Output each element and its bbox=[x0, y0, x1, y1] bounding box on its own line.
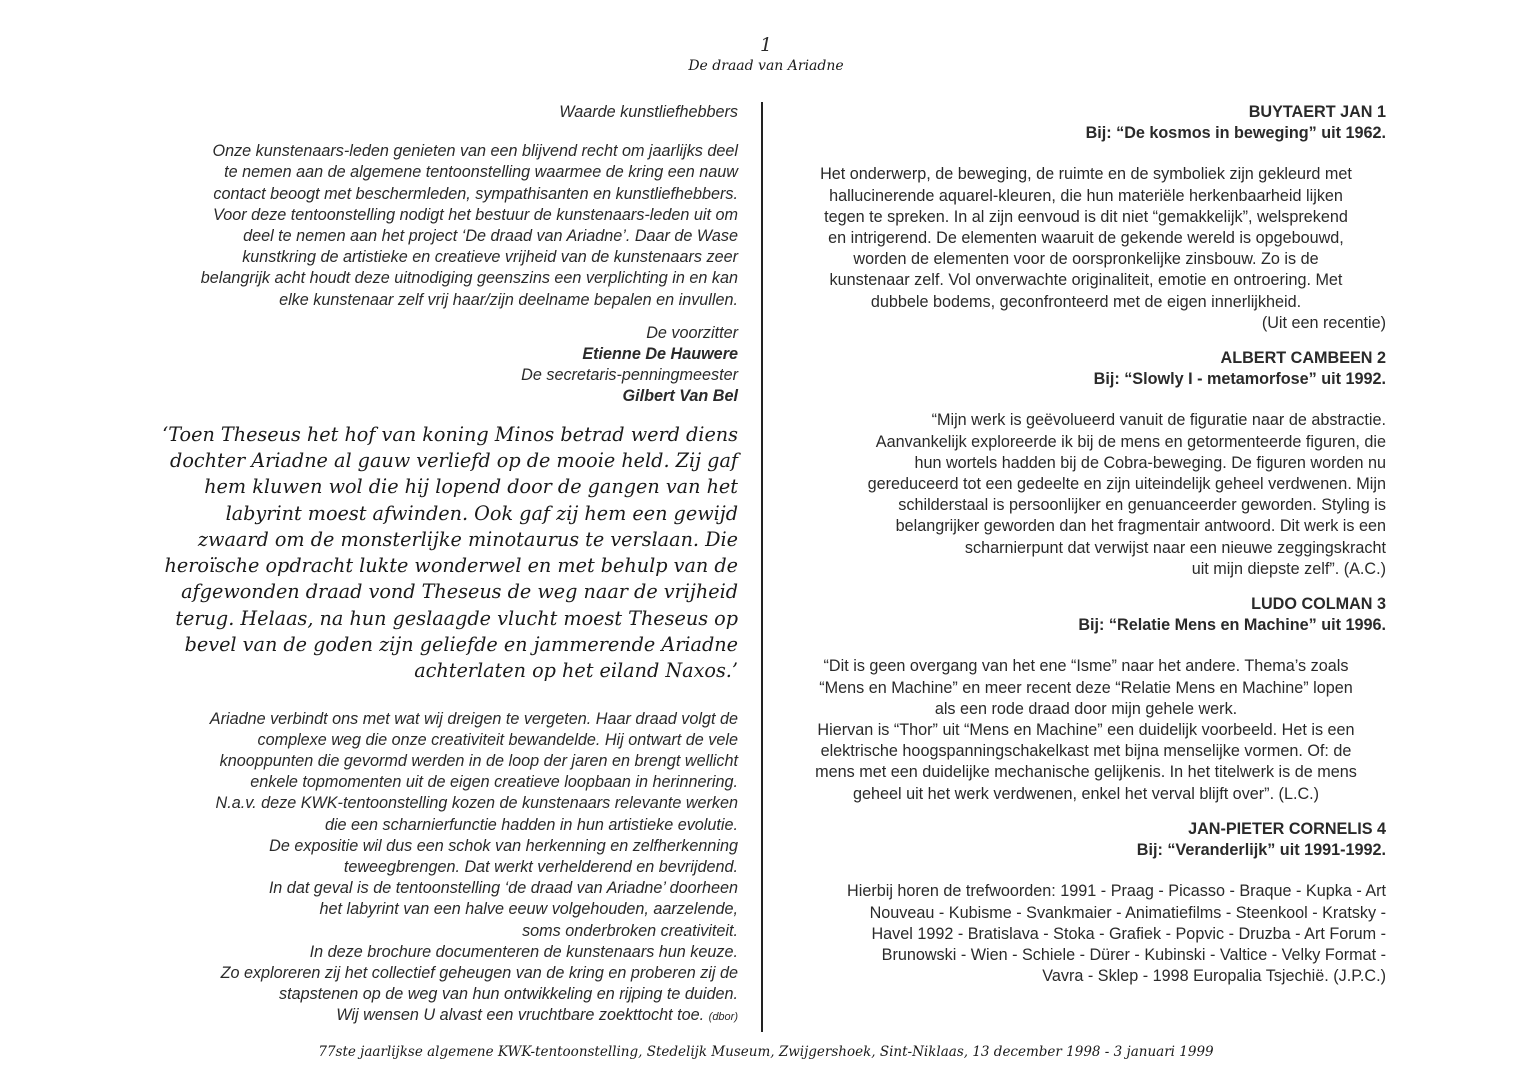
closing-line: N.a.v. deze KWK-tentoonstelling kozen de kunstenaars relevante werken bbox=[215, 794, 738, 813]
artist-text-line: “Dit is geen overgang van het ene “Isme” naar het andere. Thema’s zoals bbox=[823, 657, 1349, 676]
closing-line: soms onderbroken creativiteit. bbox=[522, 921, 738, 940]
closing-line: het labyrint van een halve eeuw volgehouden, aarzelende, bbox=[319, 900, 738, 919]
artist-name: ALBERT CAMBEEN 2 bbox=[1220, 349, 1386, 368]
artist-text-line: schilderstaal is persoonlijker en genuanceerder geworden. Styling is bbox=[898, 496, 1386, 515]
artist-text-line: Havel 1992 - Bratislava - Stoka - Grafiek - Popvic - Druzba - Art Forum - bbox=[871, 924, 1386, 943]
artist-text-line: uit mijn diepste zelf”. (A.C.) bbox=[1191, 559, 1386, 578]
closing-paragraph bbox=[130, 709, 738, 1029]
artist-work: Bij: “Relatie Mens en Machine” uit 1996. bbox=[1078, 616, 1386, 635]
artist-text-line: worden de elementen voor de oorspronkelijke zinsbouw. Zo is de bbox=[853, 250, 1319, 269]
closing-last-text: Wij wensen U alvast een vruchtbare zoekttocht toe. bbox=[336, 1006, 705, 1025]
artist-name: JAN-PIETER CORNELIS 4 bbox=[1188, 819, 1386, 838]
artist-text-line: Hierbij horen de trefwoorden: 1991 - Praag - Picasso - Braque - Kupka - Art bbox=[847, 882, 1386, 901]
closing-tag: (dbor) bbox=[708, 1011, 738, 1024]
artist-text-line: als een rode draad door mijn gehele werk. bbox=[934, 699, 1238, 718]
intro-line: elke kunstenaar zelf vrij haar/zijn deelname bepalen en invullen. bbox=[279, 290, 738, 309]
artist-text-line: belangrijker geworden dan het fragmentair antwoord. Dit werk is een bbox=[895, 517, 1386, 536]
artist-name: BUYTAERT JAN 1 bbox=[1248, 103, 1386, 121]
right-column bbox=[786, 102, 1386, 987]
artist-text-line: “Mijn werk is geëvolueerd vanuit de figuratie naar de abstractie. bbox=[931, 411, 1386, 430]
artist-text-line: hallucinerende aquarel-kleuren, die hun materiële herkenbaarheid lijken bbox=[829, 186, 1343, 205]
closing-line: In dat geval is de tentoonstelling ‘de draad van Ariadne’ doorheen bbox=[268, 879, 738, 898]
artist-text-line: tegen te spreken. In al zijn eenvoud is dit niet “gemakkelijk”, welsprekend bbox=[824, 207, 1348, 226]
artist-text-line: kunstenaar zelf. Vol onverwachte originaliteit, emotie en ontroering. Met bbox=[829, 271, 1343, 290]
artist-text-line: geheel uit het werk verdwenen, enkel het verval blijft over”. (L.C.) bbox=[852, 784, 1320, 803]
artist-entry-2 bbox=[786, 348, 1386, 580]
artist-text-line: Het onderwerp, de beweging, de ruimte en de symboliek zijn gekleurd met bbox=[820, 165, 1352, 184]
intro-line: contact beoogt met beschermleden, sympathisanten en kunstliefhebbers. bbox=[213, 184, 738, 203]
closing-line: enkele topmomenten uit de eigen creatieve loopbaan in herinnering. bbox=[250, 773, 738, 792]
quote-line: labyrint moest afwinden. Ook gaf zij hem een gewijd bbox=[225, 501, 738, 525]
artist-text bbox=[786, 164, 1386, 334]
running-title: De draad van Ariadne bbox=[688, 58, 844, 74]
closing-line: die een scharnierfunctie hadden in hun artistieke evolutie. bbox=[324, 815, 738, 834]
intro-line: belangrijk acht houdt deze uitnodiging geenszins een verplichting in en kan bbox=[200, 269, 738, 288]
artist-text-line: scharnierpunt dat verwijst naar een nieuwe zeggingskracht bbox=[964, 538, 1386, 557]
closing-last-line bbox=[130, 1005, 738, 1028]
artist-text-line: en intrigerend. De elementen waaruit de gekende wereld is opgebouwd, bbox=[828, 229, 1344, 248]
signature-role-chair: De voorzitter bbox=[646, 323, 738, 342]
signature-name-chair: Etienne De Hauwere bbox=[582, 345, 738, 364]
closing-line: teweegbrengen. Dat werkt verhelderend en bevrijdend. bbox=[343, 858, 738, 877]
intro-line: Voor deze tentoonstelling nodigt het bestuur de kunstenaars-leden uit om bbox=[213, 205, 738, 224]
artist-text-line: elektrische hoogspanningschakelkast met bijna menselijke vormen. Of: de bbox=[820, 742, 1352, 761]
artist-text-line: Hiervan is “Thor” uit “Mens en Machine” een duidelijk voorbeeld. Het is een bbox=[817, 721, 1355, 740]
quote-line: zwaard om de monsterlijke minotaurus te verslaan. Die bbox=[197, 527, 738, 551]
artist-text bbox=[786, 881, 1386, 987]
quote-line: afgewonden draad vond Theseus de weg naar de vrijheid bbox=[181, 580, 738, 604]
page-number: 1 bbox=[759, 34, 773, 56]
artist-text-line: Aanvankelijk exploreerde ik bij de mens en getormenteerde figuren, die bbox=[875, 432, 1386, 451]
signature-role-secretary: De secretaris-penningmeester bbox=[521, 366, 738, 385]
closing-line: De expositie wil dus een schok van herkenning en zelfherkenning bbox=[269, 836, 738, 855]
closing-line: In deze brochure documenteren de kunstenaars hun keuze. bbox=[309, 942, 738, 961]
artist-work: Bij: “Slowly I - metamorfose” uit 1992. bbox=[1093, 370, 1386, 389]
footer-caption: 77ste jaarlijkse algemene KWK-tentoonstelling, Stedelijk Museum, Zwijgershoek, Sint-Niklaas, 13 december 1998 - 3 januari 1999 bbox=[318, 1044, 1214, 1060]
salutation: Waarde kunstliefhebbers bbox=[559, 103, 738, 121]
intro-line: Onze kunstenaars-leden genieten van een blijvend recht om jaarlijks deel bbox=[212, 142, 738, 161]
artist-work: Bij: “Veranderlijk” uit 1991-1992. bbox=[1136, 841, 1386, 860]
intro-line: deel te nemen aan het project ‘De draad van Ariadne’. Daar de Wase bbox=[243, 227, 738, 246]
closing-line: stapstenen op de weg van hun ontwikkeling en rijping te duiden. bbox=[279, 985, 738, 1004]
artist-entry-1 bbox=[786, 102, 1386, 334]
artist-work: Bij: “De kosmos in beweging” uit 1962. bbox=[1085, 124, 1386, 143]
artist-text bbox=[786, 656, 1386, 804]
artist-name: LUDO COLMAN 3 bbox=[1251, 595, 1386, 614]
quote-line: heroïsche opdracht lukte wonderwel en met behulp van de bbox=[164, 554, 738, 578]
quote-line: hem kluwen wol die hij lopend door de gangen van het bbox=[204, 475, 738, 499]
closing-line: Ariadne verbindt ons met wat wij dreigen te vergeten. Haar draad volgt de bbox=[209, 709, 738, 728]
artist-text-line: (Uit een recentie) bbox=[1261, 313, 1386, 332]
artist-text-line: gereduceerd tot een gedeelte en zijn uiteindelijk geheel verdwenen. Mijn bbox=[867, 475, 1386, 494]
quote-line: bevel van de goden zijn geliefde en jammerende Ariadne bbox=[184, 633, 738, 657]
closing-line: knooppunten die gevormd werden in de loop der jaren en brengt wellicht bbox=[219, 752, 738, 771]
closing-line: Zo exploreren zij het collectief geheugen van de kring en proberen zij de bbox=[220, 964, 738, 983]
quote-line: dochter Ariadne al gauw verliefd op de mooie held. Zij gaf bbox=[170, 448, 738, 472]
artist-text-line: dubbele bodems, geconfronteerd met de eigen innerlijkheid. bbox=[870, 292, 1302, 311]
quote-line: ‘Toen Theseus het hof van koning Minos betrad werd diens bbox=[162, 422, 738, 446]
artist-text-line: Vavra - Sklep - 1998 Europalia Tsjechië. (J.P.C.) bbox=[1042, 967, 1386, 986]
artist-text bbox=[786, 410, 1386, 580]
column-divider bbox=[761, 102, 763, 1032]
left-column bbox=[130, 102, 738, 1029]
signature-block bbox=[130, 323, 738, 408]
artist-entry-4 bbox=[786, 819, 1386, 987]
artist-text-line: Brunowski - Wien - Schiele - Dürer - Kubinski - Valtice - Velky Format - bbox=[881, 945, 1386, 964]
quote-line: achterlaten op het eiland Naxos.’ bbox=[414, 659, 738, 683]
closing-line: complexe weg die onze creativiteit bewandelde. Hij ontwart de vele bbox=[257, 730, 738, 749]
artist-text-line: Nouveau - Kubisme - Svankmaier - Animatiefilms - Steenkool - Kratsky - bbox=[869, 903, 1386, 922]
intro-paragraph bbox=[130, 141, 738, 311]
intro-line: kunstkring de artistieke en creatieve vrijheid van de kunstenaars zeer bbox=[242, 248, 738, 267]
quote-line: terug. Helaas, na hun geslaagde vlucht moest Theseus op bbox=[175, 606, 738, 630]
intro-line: te nemen aan de algemene tentoonstelling waarmee de kring een nauw bbox=[224, 163, 738, 182]
signature-name-secretary: Gilbert Van Bel bbox=[622, 387, 738, 406]
artist-text-line: mens met een duidelijke mechanische gelijkenis. In het titelwerk is de mens bbox=[815, 763, 1357, 782]
artist-text-line: “Mens en Machine” en meer recent deze “Relatie Mens en Machine” lopen bbox=[819, 678, 1353, 697]
ariadne-quote bbox=[130, 422, 738, 685]
artist-text-line: hun wortels hadden bij de Cobra-beweging. De figuren worden nu bbox=[914, 453, 1386, 472]
artist-entry-3 bbox=[786, 594, 1386, 805]
